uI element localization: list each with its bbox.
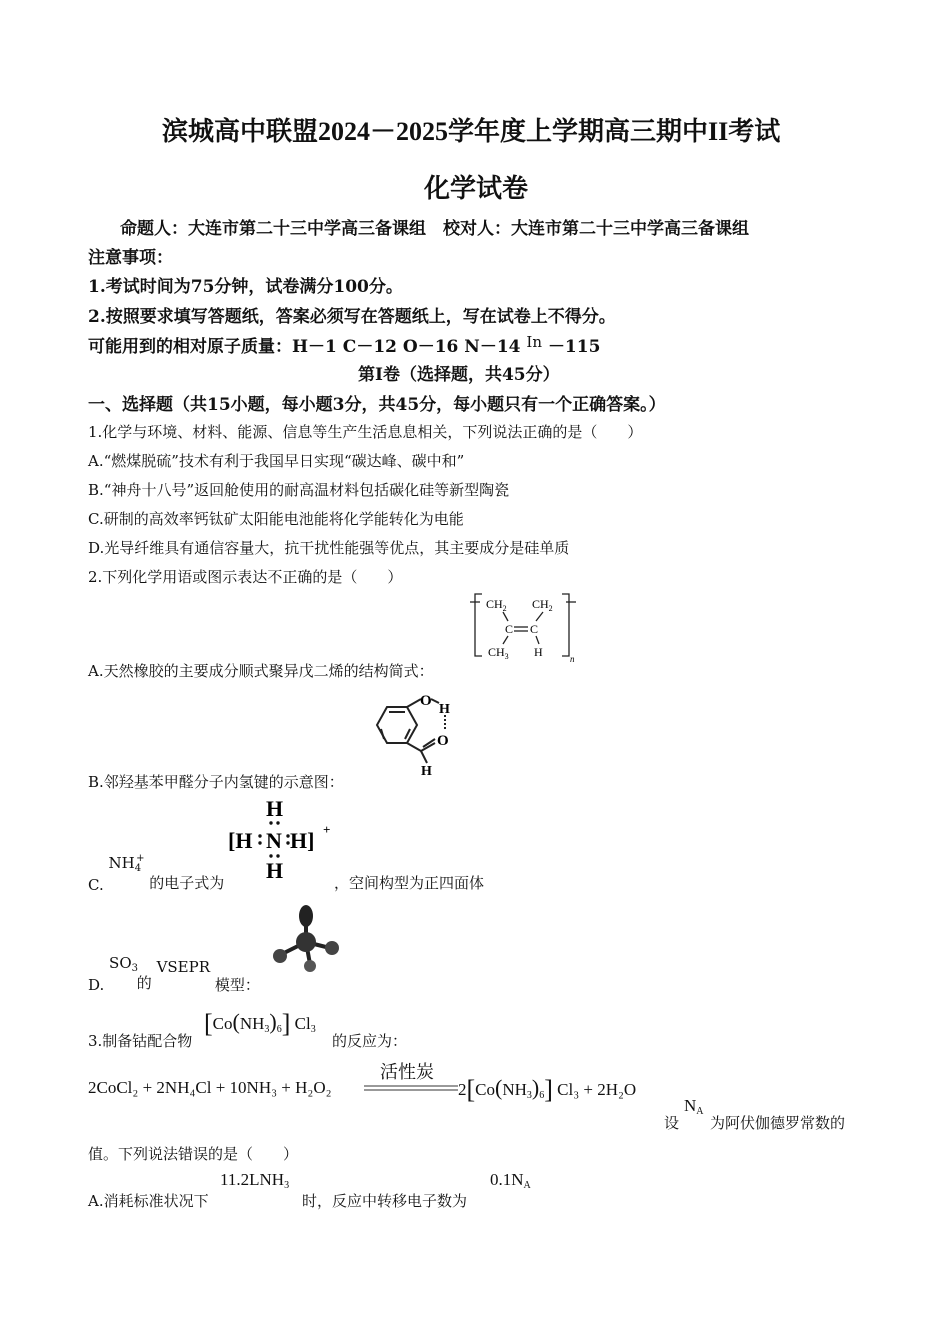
q1-option-a: A.“燃煤脱硫”技术有利于我国早日实现“碳达峰、碳中和” — [88, 452, 465, 470]
rubber-ch2-left: CH — [486, 597, 503, 611]
q3-option-a-prefix: A.消耗标准状况下 — [88, 1192, 209, 1210]
authors-line: 命题人：大连市第二十三中学高三备课组 校对人：大连市第二十三中学高三备课组 — [120, 219, 749, 239]
cobalt-complex-formula: $[Co(NH_3)_6]$ $Cl_3$ — [204, 1009, 316, 1038]
exam-title: 滨城高中联盟2024－2025学年度上学期高三期中II考试 — [162, 117, 781, 146]
q2-c-label: C. — [88, 876, 104, 894]
avogadro-symbol — [684, 1096, 704, 1117]
q2-c-suffix: ，空间构型为正四面体 — [334, 874, 485, 892]
reaction-co: Co — [475, 1080, 496, 1099]
electron-count — [490, 1170, 531, 1191]
notice-heading: 注意事项： — [88, 248, 173, 268]
complex-co: Co — [212, 1014, 233, 1033]
q3-stem-suffix: 的反应为： — [332, 1032, 408, 1050]
q2-d-label: D. — [88, 976, 105, 994]
complex-sub-3: 3 — [264, 1024, 270, 1035]
svg-text:CH3 — [488, 645, 509, 661]
reaction-right: $2[Co(NH_3)_6] Cl_3 + 2H_2O$ — [458, 1075, 637, 1104]
q1-option-d: D.光导纤维具有通信容量大，抗干扰性能强等优点，其主要成分是硅单质 — [88, 539, 570, 557]
vsepr-label: VSEPR — [156, 958, 211, 976]
reaction-arrow-equals — [364, 1084, 458, 1092]
q2-c-mid: 的电子式为 — [149, 874, 225, 892]
ammonium-sub: 4 — [134, 863, 142, 874]
rubber-c-right: C — [530, 622, 539, 636]
reaction-products: Cl₃ + 2H₂O — [557, 1080, 637, 1099]
atomic-masses — [88, 332, 600, 357]
q1-stem: 1.化学与环境、材料、能源、信息等生产生活息息相关，下列说法正确的是（ ） — [88, 423, 643, 441]
rubber-n: n — [570, 654, 575, 662]
svg-text:CH2 — [532, 597, 553, 613]
ammonia-volume — [220, 1170, 289, 1191]
q2-option-d — [88, 950, 260, 994]
q3-stem-2: 值。下列说法错误的是（ ） — [88, 1145, 299, 1163]
avogadro-sub: A — [696, 1106, 704, 1117]
q3-option-a-mid: 时，反应中转移电子数为 — [302, 1192, 468, 1210]
aldehyde-o: O — [437, 733, 449, 749]
ammonia-volume-sub: 3 — [284, 1180, 290, 1191]
rubber-ch2-right: CH — [532, 597, 549, 611]
rubber-h: H — [534, 645, 543, 659]
rubber-sub-2-right: 2 — [548, 604, 553, 613]
reaction-sub-6: 6 — [539, 1090, 545, 1101]
rubber-structure-diagram — [470, 590, 576, 662]
reaction-sub-3: 3 — [526, 1090, 532, 1101]
so3-formula: SO — [109, 954, 132, 972]
catalyst-label: 活性炭 — [380, 1062, 434, 1083]
section-heading: 一、选择题（共15小题，每小题3分，共45分，每小题只有一个正确答案。） — [88, 395, 666, 415]
rubber-sub-2-left: 2 — [502, 604, 507, 613]
lewis-n: N — [266, 828, 282, 853]
electron-count-sub: A — [523, 1180, 531, 1191]
indium-mass: －115 — [547, 337, 601, 357]
aldehyde-h: H — [421, 764, 432, 779]
q2-d-suffix: 模型： — [214, 976, 260, 994]
q2-option-c — [88, 853, 485, 894]
complex-sub-6: 6 — [276, 1024, 282, 1035]
indium-symbol: In — [526, 333, 543, 351]
ammonium-lewis-diagram — [226, 796, 336, 882]
complex-cl: Cl — [294, 1014, 311, 1033]
lewis-h-right: H] — [290, 828, 315, 853]
reaction-left: 2CoCl₂ + 2NH₄Cl + 10NH₃ + H₂O₂ — [88, 1078, 332, 1097]
reaction-nh: NH — [502, 1080, 527, 1099]
q2-option-b: B.邻羟基苯甲醛分子内氢键的示意图： — [88, 773, 344, 791]
rubber-c-left: C — [505, 622, 514, 636]
phenol-h: H — [439, 702, 450, 717]
complex-nh: NH — [239, 1014, 265, 1033]
avogadro-desc: 为阿伏伽德罗常数的 — [710, 1114, 846, 1132]
q2-stem: 2.下列化学用语或图示表达不正确的是（ ） — [88, 568, 403, 586]
reaction-coef: 2 — [458, 1080, 467, 1099]
q2-d-de: 的 — [136, 974, 152, 992]
rubber-sub-3: 3 — [504, 652, 509, 661]
notice-item-1: 1.考试时间为75分钟，试卷满分100分。 — [88, 277, 403, 297]
so3-vsepr-model — [268, 902, 348, 978]
q2-option-a: A.天然橡胶的主要成分顺式聚异戊二烯的结构简式： — [88, 662, 434, 680]
lewis-plus: + — [323, 822, 331, 837]
salicylaldehyde-diagram — [365, 693, 461, 779]
lewis-h-left: [H — [228, 828, 253, 853]
avogadro-n: N — [684, 1096, 697, 1115]
ammonium-charge: + — [136, 853, 145, 864]
rubber-ch3: CH — [488, 645, 505, 659]
ammonia-volume-value: 11.2LNH — [220, 1170, 285, 1189]
atomic-masses-list: 可能用到的相对原子质量：H－1 C－12 O－16 N－14 — [88, 337, 521, 357]
phenol-o: O — [420, 693, 432, 709]
q1-option-c: C.研制的高效率钙钛矿太阳能电池能将化学能转化为电能 — [88, 510, 464, 528]
electron-count-value: 0.1N — [490, 1170, 524, 1189]
q1-option-b: B.“神舟十八号”返回舱使用的耐高温材料包括碳化硅等新型陶瓷 — [88, 481, 510, 499]
lewis-h-bottom: H — [266, 858, 284, 882]
notice-item-2: 2.按照要求填写答题纸，答案必须写在答题纸上，写在试卷上不得分。 — [88, 307, 616, 327]
ammonium-formula: NH — [108, 854, 135, 872]
part-one-title: 第I卷（选择题，共45分） — [358, 365, 560, 385]
lewis-h-top: H — [266, 796, 284, 821]
exam-subtitle: 化学试卷 — [424, 174, 529, 203]
svg-text:CH2 — [486, 597, 507, 613]
complex-cl-sub: 3 — [310, 1024, 316, 1035]
so3-sub: 3 — [131, 963, 138, 974]
q3-set: 设 — [664, 1114, 680, 1132]
q3-stem-prefix: 3.制备钴配合物 — [88, 1032, 193, 1050]
